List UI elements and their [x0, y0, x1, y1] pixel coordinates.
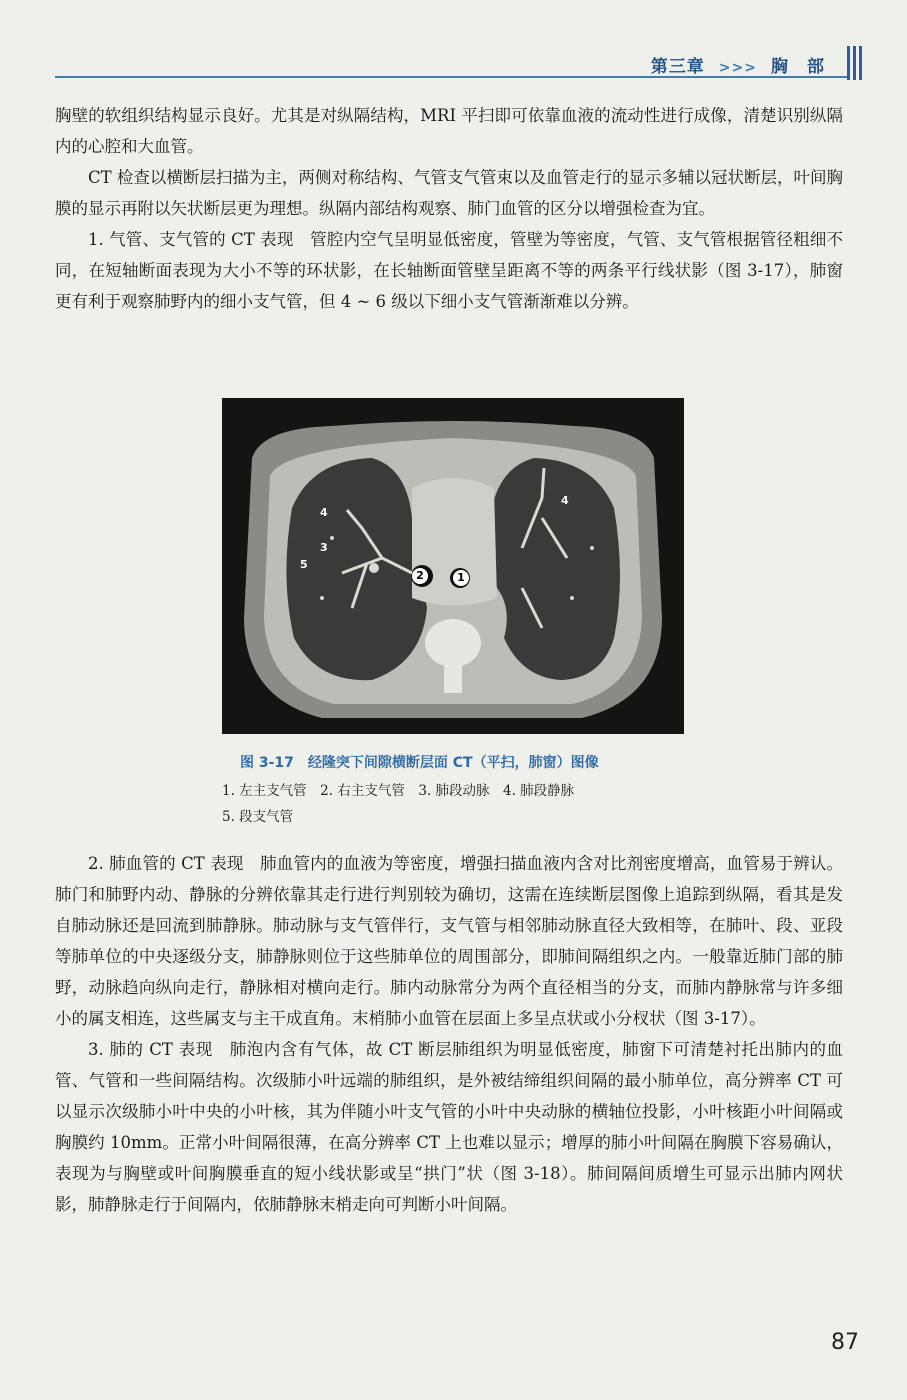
figure-label-3: 3	[320, 541, 328, 554]
paragraph: 1. 气管、支气管的 CT 表现 管腔内空气呈明显低密度，管壁为等密度，气管、支气管根据管径粗细不同，在短轴断面表现为大小不等的环状影，在长轴断面管壁呈距离不等的两条平行线状影（图 3-17），肺窗更有利于观察肺野内的细小支气管，但 4 ~ 6 级以下细小支气管渐渐难以分辨。	[55, 230, 843, 311]
paragraph: 胸壁的软组织结构显示良好。尤其是对纵隔结构，MRI 平扫即可依靠血液的流动性进行成像，清楚识别纵隔内的心腔和大血管。	[55, 106, 843, 156]
figure-label-1: 1	[453, 570, 469, 586]
figure-legend	[222, 778, 692, 830]
chapter-label: 第三章	[650, 57, 705, 77]
figure-label-2: 2	[412, 568, 428, 584]
paragraph: CT 检查以横断层扫描为主，两侧对称结构、气管支气管束以及血管走行的显示多辅以冠状断层，叶间胸膜的显示再附以矢状断层更为理想。纵隔内部结构观察、肺门血管的区分以增强检查为宜。	[55, 168, 843, 218]
figure-caption: 图 3-17 经隆突下间隙横断层面 CT（平扫，肺窗）图像	[240, 755, 599, 771]
paragraph: 3. 肺的 CT 表现 肺泡内含有气体，故 CT 断层肺组织为明显低密度，肺窗下可清楚衬托出肺内的血管、气管和一些间隔结构。次级肺小叶远端的肺组织，是外被结缔组织间隔的最小肺单位，高分辨率 CT 可以显示次级肺小叶中央的小叶核，其为伴随小叶支气管的小叶中央动脉的横轴位投影，小叶核距小叶间隔或胸膜约 10mm。正常小叶间隔很薄，在高分辨率 CT 上也难以显示；增厚的肺小叶间隔在胸膜下容易确认，表现为与胸壁或叶间胸膜垂直的短小线状影或呈“拱门”状（图 3-18）。肺间隔间质增生可显示出肺内网状影，肺静脉走行于间隔内，依肺静脉末梢走向可判断小叶间隔。	[55, 1040, 843, 1214]
body-text-bottom	[55, 848, 843, 1220]
chevron-icon: >>>	[718, 60, 757, 76]
figure-label-4-left: 4	[320, 506, 328, 519]
figure-label-4-right: 4	[561, 494, 569, 507]
paragraph: 2. 肺血管的 CT 表现 肺血管内的血液为等密度，增强扫描血液内含对比剂密度增高，血管易于辨认。肺门和肺野内动、静脉的分辨依靠其走行进行判别较为确切，这需在连续断层图像上追踪到纵隔，看其是发自肺动脉还是回流到肺静脉。肺动脉与支气管伴行，支气管与相邻肺动脉直径大致相等，在肺叶、段、亚段等肺单位的中央逐级分支，肺静脉则位于这些肺单位的周围部分，即肺间隔组织之内。一般靠近肺门部的肺野，动脉趋向纵向走行，静脉相对横向走行。肺内动脉常分为两个直径相当的分支，而肺内静脉常与许多细小的属支相连，这些属支与主干成直角。末梢肺小血管在层面上多呈点状或小分杈状（图 3-17）。	[55, 854, 843, 1028]
running-header	[0, 40, 907, 82]
page-number: 87	[831, 1330, 859, 1355]
section-label: 胸 部	[771, 57, 825, 77]
ct-scan-image	[222, 398, 684, 734]
body-text-top	[55, 100, 843, 317]
figure-label-5: 5	[300, 558, 308, 571]
legend-line: 5. 段支气管	[222, 809, 294, 825]
header-title	[651, 52, 825, 77]
ct-image-figure	[222, 398, 684, 734]
legend-line: 1. 左主支气管 2. 右主支气管 3. 肺段动脉 4. 肺段静脉	[222, 783, 575, 799]
header-bars-decoration	[847, 46, 865, 80]
